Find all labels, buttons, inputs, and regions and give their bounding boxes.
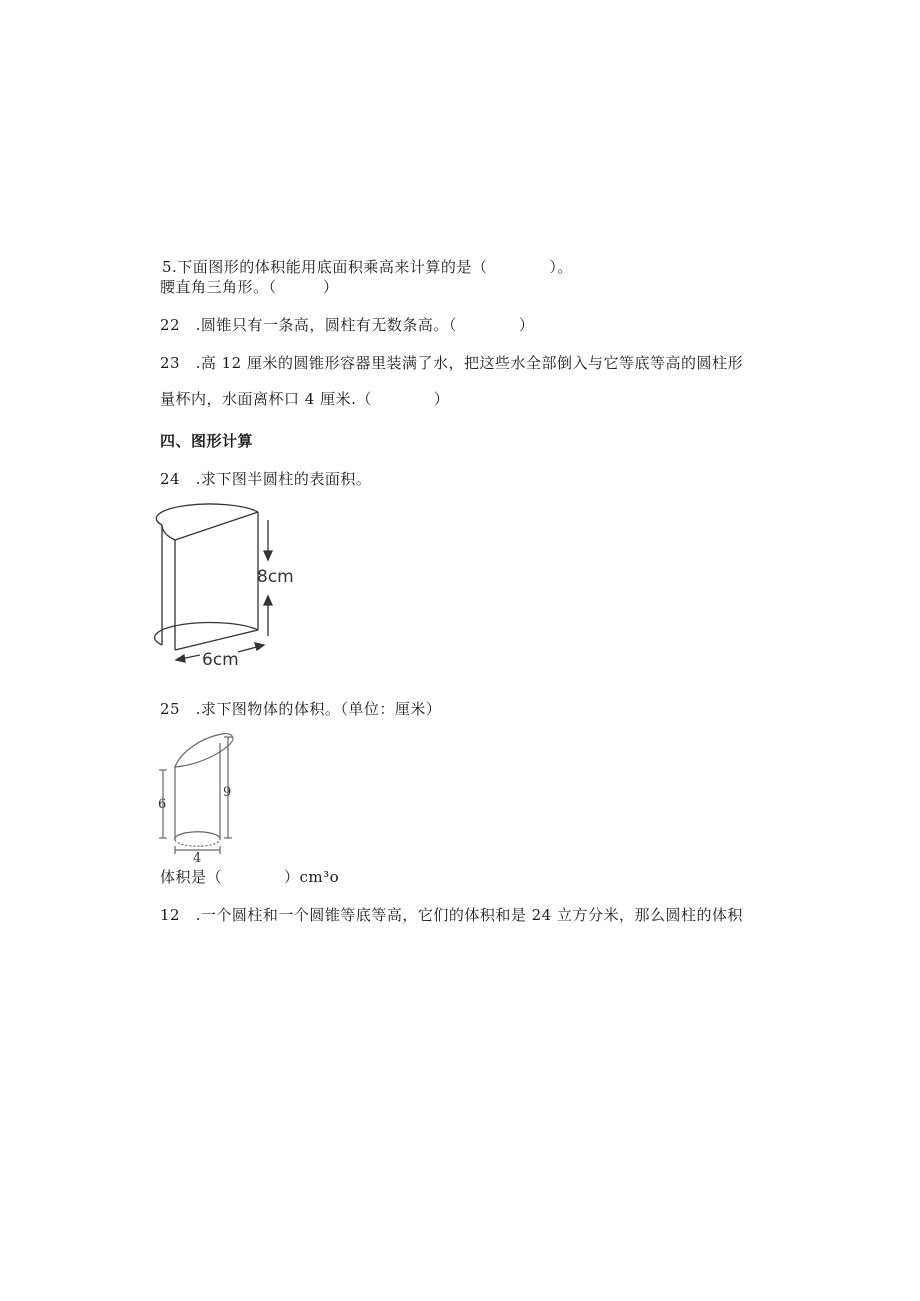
question-5: 5.下面图形的体积能用底面积乘高来计算的是（ ）。 [162,258,573,276]
volume-answer-line: 体积是（ ）cm³o [160,868,340,886]
height-label: 8cm [257,567,294,587]
question-23-line2: 量杯内，水面离杯口 4 厘米.（ ） [160,390,450,408]
question-25: 25 .求下图物体的体积。（单位：厘米） [160,700,442,718]
question-12: 12 .一个圆柱和一个圆锥等底等高，它们的体积和是 24 立方分米，那么圆柱的体积 [160,906,743,924]
question-23-line1: 23 .高 12 厘米的圆锥形容器里装满了水，把这些水全部倒入与它等底等高的圆柱形 [160,354,743,372]
label-6: 6 [158,797,167,812]
question-24: 24 .求下图半圆柱的表面积。 [160,470,372,488]
label-4: 4 [193,851,202,866]
label-9: 9 [223,785,232,800]
slanted-ellipse-top [175,734,233,767]
question-22: 22 .圆锥只有一条高，圆柱有无数条高。（ ） [160,316,535,334]
section-heading-geometry: 四、图形计算 [160,432,254,450]
question-5-continuation: 腰直角三角形。（ ） [160,278,339,296]
base-ellipse [175,838,220,846]
diameter-label: 6cm [202,650,239,670]
